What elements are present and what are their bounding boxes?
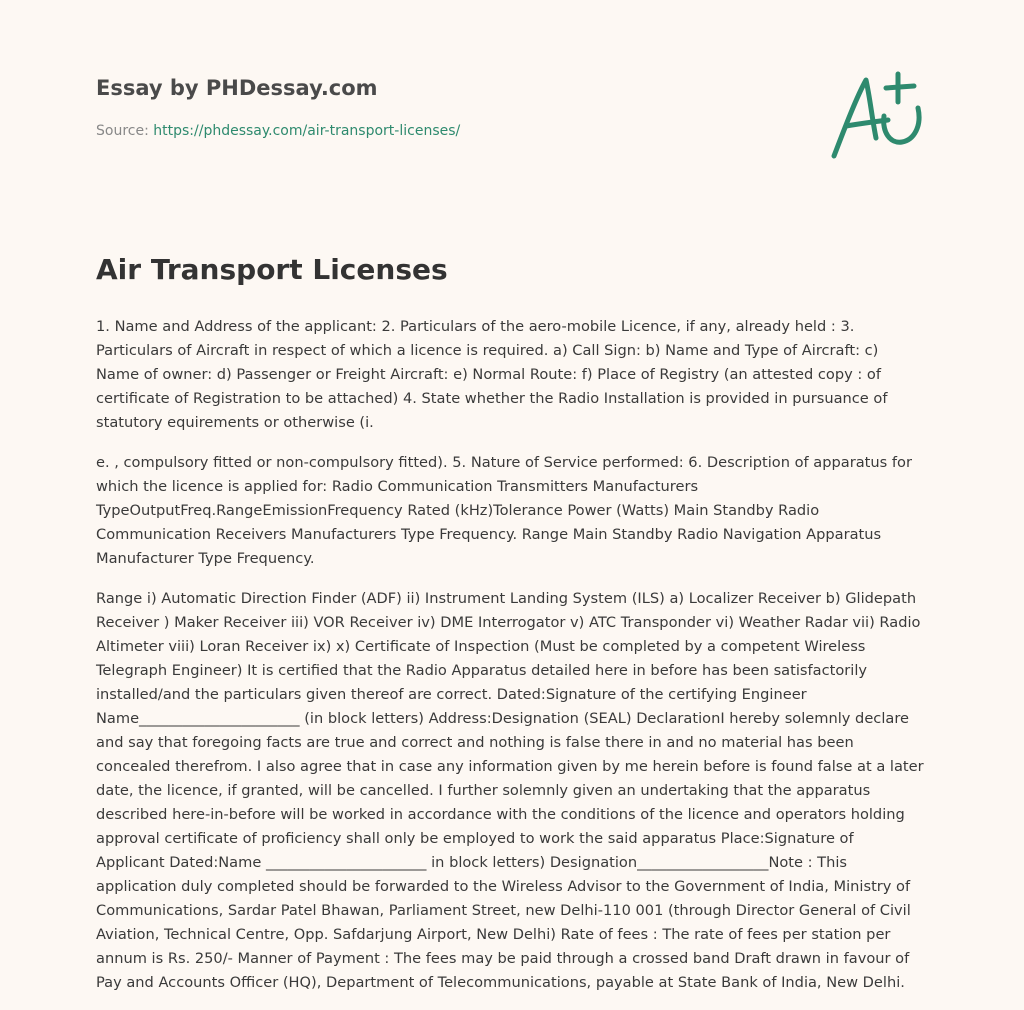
source-line xyxy=(96,123,460,139)
site-title: Essay by PHDessay.com xyxy=(96,76,378,100)
essay-paragraph: 1. Name and Address of the applicant: 2. Particulars of the aero-mobile Licence, if any, already held : 3. Particulars of Aircraft in respect of which a licence is required. a) Call Sign: b) Name and Type of Aircraft: c) Name of owner: d) Passenger or Freight Aircraft: e) Normal Route: f) Place of Registry (an attested copy : of certificate of Registration to be attached) 4. State whether the Radio Installation is provided in pursuance of statutory equirements or otherwise (i. xyxy=(96,318,888,431)
essay-body xyxy=(96,315,926,1010)
essay-paragraph: e. , compulsory fitted or non-compulsory fitted). 5. Nature of Service performed: 6. Description of apparatus for which the licence is applied for: Radio Communication Transmitters Manufacturers TypeOutputFreq.RangeEmissionFrequency Rated (kHz)Tolerance Power (Watts) Main Standby Radio Communication Receivers Manufacturers Type Frequency. Range Main Standby Radio Navigation Apparatus Manufacturer Type Frequency. xyxy=(96,454,912,567)
source-label: Source: xyxy=(96,123,154,139)
a-plus-logo-icon xyxy=(826,68,930,164)
essay-title: Air Transport Licenses xyxy=(96,253,448,286)
essay-paragraph: Range i) Automatic Direction Finder (ADF) ii) Instrument Landing System (ILS) a) Localizer Receiver b) Glidepath Receiver ) Maker Receiver iii) VOR Receiver iv) DME Interrogator v) ATC Transponder vi) Weather Radar vii) Radio Altimeter viii) Loran Receiver ix) x) Certificate of Inspection (Must be completed by a competent Wireless Telegraph Engineer) It is certified that the Radio Apparatus detailed here in before has been satisfactorily installed/and the particulars given thereof are correct. Dated:Signature of the certifying Engineer Name______________________ (in block letters) Address:Designation (SEAL) DeclarationI hereby solemnly declare and say that foregoing facts are true and correct and nothing is false there in and no material has been concealed therefrom. I also agree that in case any information given by me herein before is found false at a later date, the licence, if granted, will be cancelled. I further solemnly given an undertaking that the apparatus described here-in-before will be worked in accordance with the conditions of the licence and operators holding approval certificate of proficiency shall only be employed to work the said apparatus Place:Signature of Applicant Dated:Name ______________________ in block letters) Designation__________________Note : This application duly completed should be forwarded to the Wireless Advisor to the Government of India, Ministry of Communications, Sardar Patel Bhawan, Parliament Street, new Delhi-110 001 (through Director General of Civil Aviation, Technical Centre, Opp. Safdarjung Airport, New Delhi) Rate of fees : The rate of fees per station per annum is Rs. 250/- Manner of Payment : The fees may be paid through a crossed band Draft drawn in favour of Pay and Accounts Officer (HQ), Department of Telecommunications, payable at State Bank of India, New Delhi. xyxy=(96,590,924,991)
page-header xyxy=(96,0,928,200)
source-link[interactable]: https://phdessay.com/air-transport-licenses/ xyxy=(153,123,461,139)
